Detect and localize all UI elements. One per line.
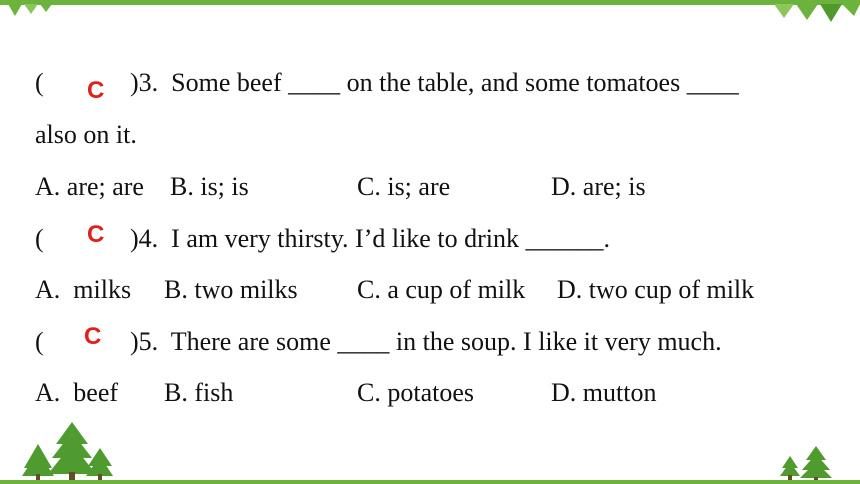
question-3-open-paren: ( [35,68,44,97]
question-5-option-d: D. mutton [551,378,657,407]
question-4-option-d: D. two cup of milk [557,275,755,304]
pine-trees-left-icon [18,422,113,480]
question-5-option-b: B. fish [164,378,234,407]
triangle-bunting-left-icon [0,0,70,20]
question-5-option-a: A. beef [35,378,119,407]
top-green-border [0,0,860,5]
question-4-open-paren: ( [35,224,44,253]
question-3-answer: C [87,77,105,104]
question-3-option-b: B. is; is [170,172,249,201]
question-3-stem-line2: also on it. [35,120,137,149]
bottom-green-border [0,480,860,484]
triangle-bunting-right-icon [760,0,860,26]
question-4-stem: )4. I am very thirsty. I’d like to drink ______. [130,224,610,253]
question-4-option-c: C. a cup of milk [357,275,526,304]
question-3-option-c: C. is; are [357,172,451,201]
question-5-open-paren: ( [35,327,44,356]
question-4-answer: C [87,221,105,248]
question-4-option-a: A. milks [35,275,132,304]
question-5-option-c: C. potatoes [357,378,474,407]
question-5-stem: )5. There are some ____ in the soup. I like it very much. [130,327,722,356]
question-3-stem-line1: )3. Some beef ____ on the table, and some tomatoes ____ [130,68,739,97]
question-5-answer: C [84,323,102,350]
question-3-option-d: D. are; is [551,172,646,201]
question-4-option-b: B. two milks [164,275,298,304]
question-3-option-a: A. are; are [35,172,144,201]
pine-trees-right-icon [780,446,832,480]
